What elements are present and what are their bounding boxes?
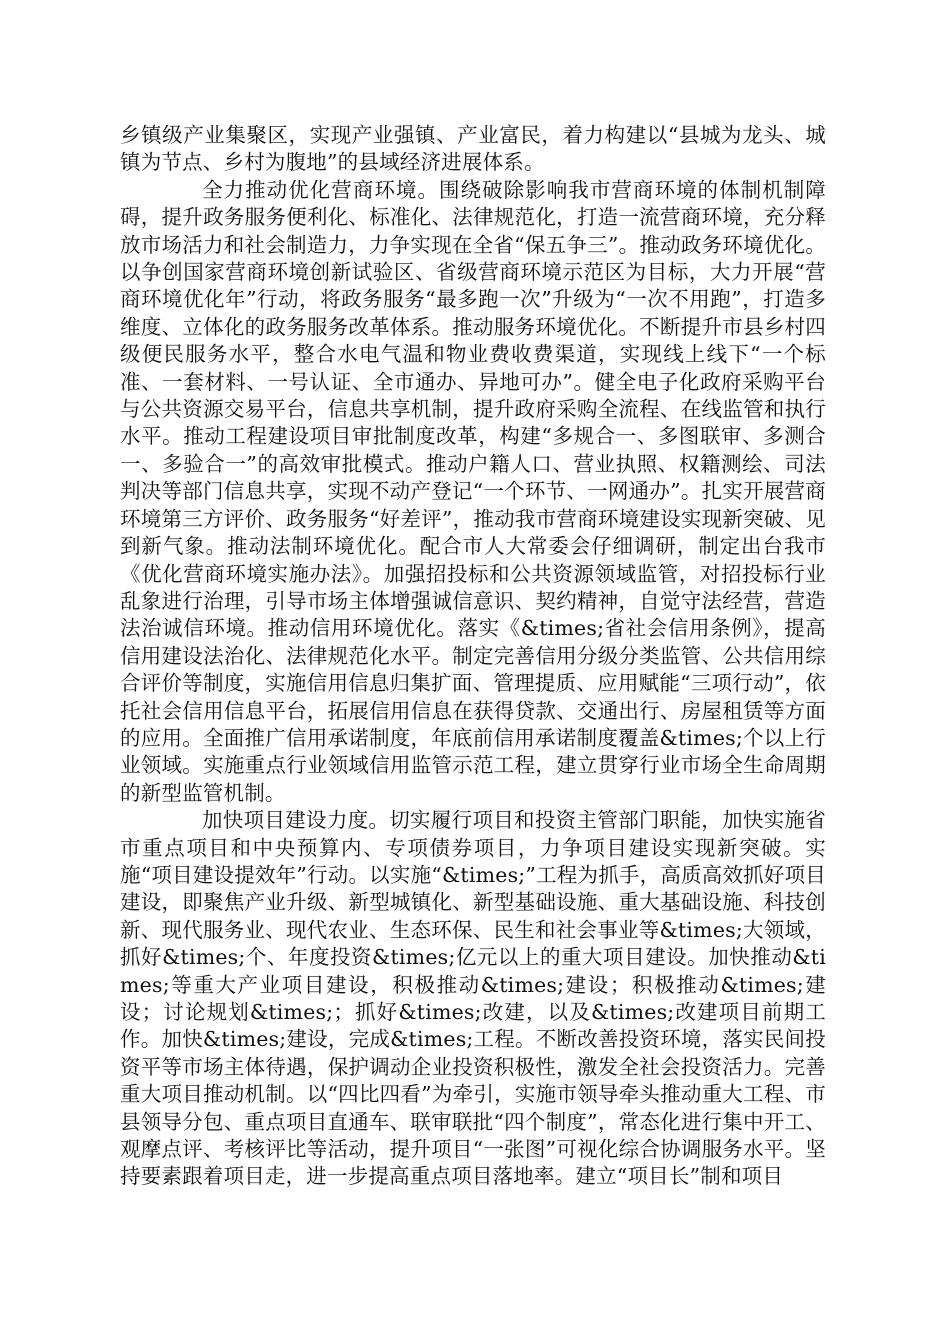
paragraph-3: 加快项目建设力度。切实履行项目和投资主管部门职能，加快实施省市重点项目和中央预算内、专项债券项目，力争项目建设实现新突破。实施“项目建设提效年”行动。以实施“&times;”工程为抓手，高质高效抓好项目建设，即聚焦产业升级、新型城镇化、新型基础设施、重大基础设施、科技创新、现代服务业、现代农业、生态环保、民生和社会事业等&times;大领域，抓好&times;个、年度投资&times;亿元以上的重大项目建设。加快推动&times;等重大产业项目建设，积极推动&times;建设；积极推动&times;建设；讨论规划&times;；抓好&times;改建，以及&times;改建项目前期工作。加快&times;建设，完成&times;工程。不断改善投资环境，落实民间投资平等市场主体待遇，保护调动企业投资积极性，激发全社会投资活力。完善重大项目推动机制。以“四比四看”为牵引，实施市领导牵头推动重大工程、市县领导分包、重点项目直通车、联审联批“四个制度”，常态化进行集中开工、观摩点评、考核评比等活动，提升项目“一张图”可视化综合协调服务水平。坚持要素跟着项目走，进一步提高重点项目落地率。建立“项目长”制和项目 [120,808,826,1189]
document-page [120,122,826,1191]
paragraph-1: 乡镇级产业集聚区，实现产业强镇、产业富民，着力构建以“县城为龙头、城镇为节点、乡村为腹地”的县域经济进展体系。 [120,123,826,175]
paragraph-2: 全力推动优化营商环境。围绕破除影响我市营商环境的体制机制障碍，提升政务服务便利化、标准化、法律规范化，打造一流营商环境，充分释放市场活力和社会制造力，力争实现在全省“保五争三”。推动政务环境优化。以争创国家营商环境创新试验区、省级营商环境示范区为目标，大力开展“营商环境优化年”行动，将政务服务“最多跑一次”升级为“一次不用跑”，打造多维度、立体化的政务服务改革体系。推动服务环境优化。不断提升市县乡村四级便民服务水平，整合水电气温和物业费收费渠道，实现线上线下“一个标准、一套材料、一号认证、全市通办、异地可办”。健全电子化政府采购平台与公共资源交易平台，信息共享机制，提升政府采购全流程、在线监管和执行水平。推动工程建设项目审批制度改革，构建“多规合一、多图联审、多测合一、多验合一”的高效审批模式。推动户籍人口、营业执照、权籍测绘、司法判决等部门信息共享，实现不动产登记“一个环节、一网通办”。扎实开展营商环境第三方评价、政务服务“好差评”，推动我市营商环境建设实现新突破、见到新气象。推动法制环境优化。配合市人大常委会仔细调研，制定出台我市《优化营商环境实施办法》。加强招投标和公共资源领域监管，对招投标行业乱象进行治理，引导市场主体增强诚信意识、契约精神，自觉守法经营，营造法治诚信环境。推动信用环境优化。落实《&times;省社会信用条例》，提高信用建设法治化、法律规范化水平。制定完善信用分级分类监管、公共信用综合评价等制度，实施信用信息归集扩面、管理提质、应用赋能“三项行动”，依托社会信用信息平台，拓展信用信息在获得贷款、交通出行、房屋租赁等方面的应用。全面推广信用承诺制度，年底前信用承诺制度覆盖&times;个以上行业领域。实施重点行业领域信用监管示范工程，建立贯穿行业市场全生命周期的新型监管机制。 [120,177,826,805]
